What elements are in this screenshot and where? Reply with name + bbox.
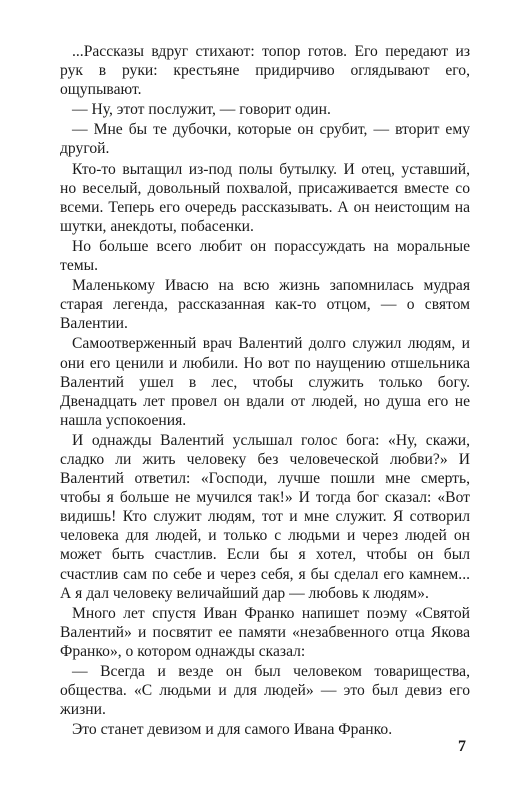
- paragraph: И однажды Валентий услышал голос бога: «Ну, скажи, сладко ли жить человеку без человеческой любви?» И Валентий ответил: «Господи, лучше пошли мне смерть, чтобы я больше не мучился так!» И тогда бог сказал: «Вот видишь! Кто служит людям, тот и мне служит. Я сотворил человека для людей, и только с людьми и через людей он может быть счастлив. Если бы я хотел, чтобы он был счастлив сам по себе и через себя, я бы сделал его камнем... А я дал человеку величайший дар — любовь к людям».: [60, 431, 470, 602]
- paragraph: — Ну, этот послужит, — говорит один.: [72, 101, 331, 119]
- page-number: 7: [458, 738, 466, 755]
- paragraph: — Всегда и везде он был человеком товарищества, общества. «С людьми и для людей» — это был девиз его жизни.: [60, 663, 470, 719]
- paragraph: Это станет девизом и для самого Ивана Франко.: [72, 721, 393, 739]
- paragraph: Но больше всего любит он порассуждать на моральные темы.: [60, 237, 470, 275]
- paragraph: Кто-то вытащил из-под полы бутылку. И отец, уставший, но веселый, довольный похвалой, присаживается вместе со всеми. Теперь его очередь рассказывать. А он неистощим на шутки, анекдоты, побасенки.: [60, 160, 470, 235]
- paragraph: Маленькому Ивасю на всю жизнь запомнилась мудрая старая легенда, рассказанная как-то отцом, — о святом Валентии.: [60, 277, 470, 333]
- paragraph: Много лет спустя Иван Франко напишет поэму «Святой Валентий» и посвятит ее памяти «незабвенного отца Якова Франко», о котором однажды сказал:: [60, 604, 470, 660]
- paragraph: Самоотверженный врач Валентий долго служил людям, и они его ценили и любили. Но вот по наущению отшельника Валентий ушел в лес, чтобы служить только богу. Двенадцать лет провел он вдали от людей, но душа его не нашла успокоения.: [60, 335, 470, 429]
- paragraph: — Мне бы те дубочки, которые он срубит, — вторит ему другой.: [60, 121, 470, 158]
- paragraph: ...Рассказы вдруг стихают: топор готов. Его передают из рук в руки: крестьяне придирчиво оглядывают его, ощупывают.: [60, 43, 470, 99]
- body-text: [60, 42, 470, 740]
